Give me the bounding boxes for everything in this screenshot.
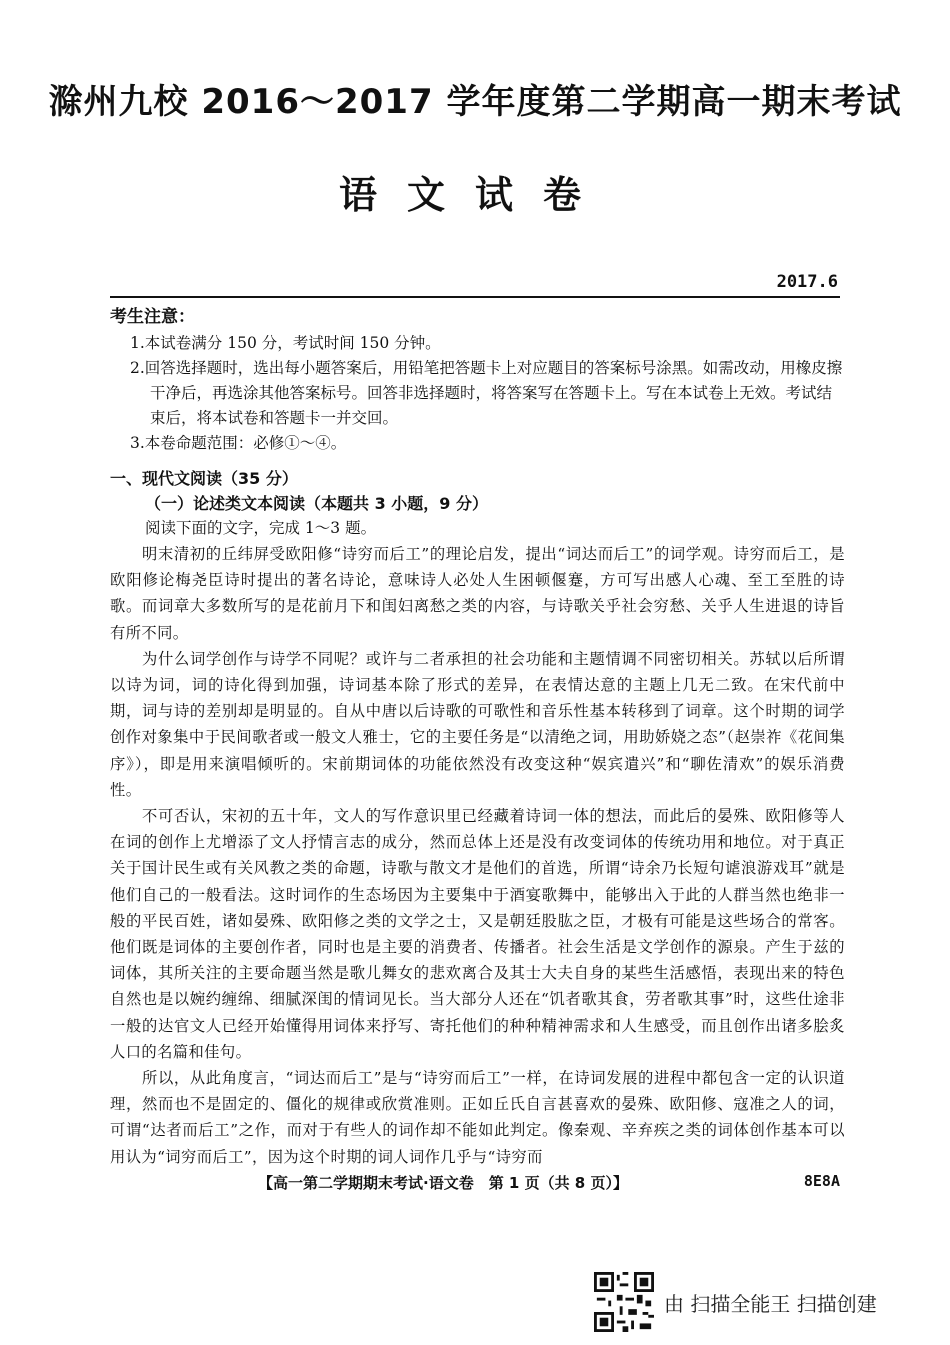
- page-footer: [0, 1172, 950, 1196]
- scanner-watermark: [594, 1272, 934, 1336]
- notice-item: 1.本试卷满分 150 分，考试时间 150 分钟。: [130, 334, 441, 352]
- notice-item: 2.回答选择题时，选出每小题答案后，用铅笔把答题卡上对应题目的答案标号涂黑。如需改动，用橡皮擦干净后，再选涂其他答案标号。回答非选择题时，将答案写在答题卡上。写在本试卷上无效。考试结束后，将本试卷和答题卡一并交回。: [130, 359, 843, 427]
- notice-item: 3.本卷命题范围：必修①～④。: [130, 434, 347, 452]
- reading-section: [110, 466, 845, 1170]
- section-heading: 一、现代文阅读（35 分）: [110, 469, 298, 488]
- exam-date: 2017.6: [776, 272, 838, 292]
- passage-paragraph: 为什么词学创作与诗学不同呢？或许与二者承担的社会功能和主题情调不同密切相关。苏轼以后所谓以诗为词，词的诗化得到加强，诗词基本除了形式的差异，在表情达意的主题上几无二致。在宋代前中期，词与诗的差别却是明显的。自从中唐以后诗歌的可歌性和音乐性基本转移到了词章。这个时期的词学创作对象集中于民间歌者或一般文人雅士，它的主要任务是“以清绝之词，用助娇娆之态”（赵崇祚《花间集序》），即是用来演唱倾听的。宋前期词体的功能依然没有改变这种“娱宾遣兴”和“聊佐清欢”的娱乐消费性。: [110, 649, 845, 799]
- watermark-text: 由 扫描全能王 扫描创建: [664, 1292, 877, 1316]
- notice-title: 考生注意：: [110, 307, 195, 327]
- header-divider: [110, 296, 840, 298]
- candidate-notice: [110, 302, 845, 456]
- paper-title: 语文试卷: [338, 173, 611, 217]
- section-subheading: （一）论述类文本阅读（本题共 3 小题，9 分）: [145, 494, 488, 513]
- footer-page-info: 【高一第二学期期末考试·语文卷 第 1 页（共 8 页）】: [258, 1174, 628, 1192]
- section-instruction: 阅读下面的文字，完成 1～3 题。: [145, 519, 377, 537]
- passage-paragraph: 不可否认，宋初的五十年，文人的写作意识里已经藏着诗词一体的想法，而此后的晏殊、欧阳修等人在词的创作上尤增添了文人抒情言志的成分，然而总体上还是没有改变词体的传统功用和地位。对于真正关于国计民生或有关风教之类的命题，诗歌与散文才是他们的首选，所谓“诗余乃长短句谑浪游戏耳”就是他们自己的一般看法。这时词作的生态场因为主要集中于酒宴歌舞中，能够出入于此的人群当然也绝非一般的平民百姓，诸如晏殊、欧阳修之类的文学之士，又是朝廷股肱之臣，才极有可能是这些场合的常客。他们既是词体的主要创作者，同时也是主要的消费者、传播者。社会生活是文学创作的源泉。产生于兹的词体，其所关注的主要命题当然是歌儿舞女的悲欢离合及其士大夫自身的某些生活感悟，表现出来的特色自然也是以婉约缠绵、细腻深闺的情词见长。当大部分人还在“饥者歌其食，劳者歌其事”时，这些仕途非一般的达官文人已经开始懂得用词体来抒写、寄托他们的种种精神需求和人生感受，而且创作出诸多脍炙人口的名篇和佳句。: [110, 807, 845, 1061]
- passage-paragraph: 所以，从此角度言，“词达而后工”是与“诗穷而后工”一样，在诗词发展的进程中都包含一定的认识道理，然而也不是固定的、僵化的规律或欣赏准则。正如丘氏自言甚喜欢的晏殊、欧阳修、寇准之人的词，可谓“达者而后工”之作，而对于有些人的词作却不能如此判定。像秦观、辛弃疾之类的词体创作基本可以用认为“词穷而后工”，因为这个时期的词人词作几乎与“诗穷而: [110, 1069, 845, 1166]
- passage-paragraph: 明末清初的丘纬屏受欧阳修“诗穷而后工”的理论启发，提出“词达而后工”的词学观。诗穷而后工，是欧阳修论梅尧臣诗时提出的著名诗论，意味诗人必处人生困顿偃蹇，方可写出感人心魂、至工至胜的诗歌。而词章大多数所写的是花前月下和闺妇离愁之类的内容，与诗歌关乎社会穷愁、关乎人生进退的诗旨有所不同。: [110, 545, 845, 642]
- footer-code: 8E8A: [803, 1172, 840, 1190]
- exam-title: 滁州九校 2016～2017 学年度第二学期高一期末考试: [48, 82, 902, 122]
- qr-code-icon: [594, 1272, 654, 1332]
